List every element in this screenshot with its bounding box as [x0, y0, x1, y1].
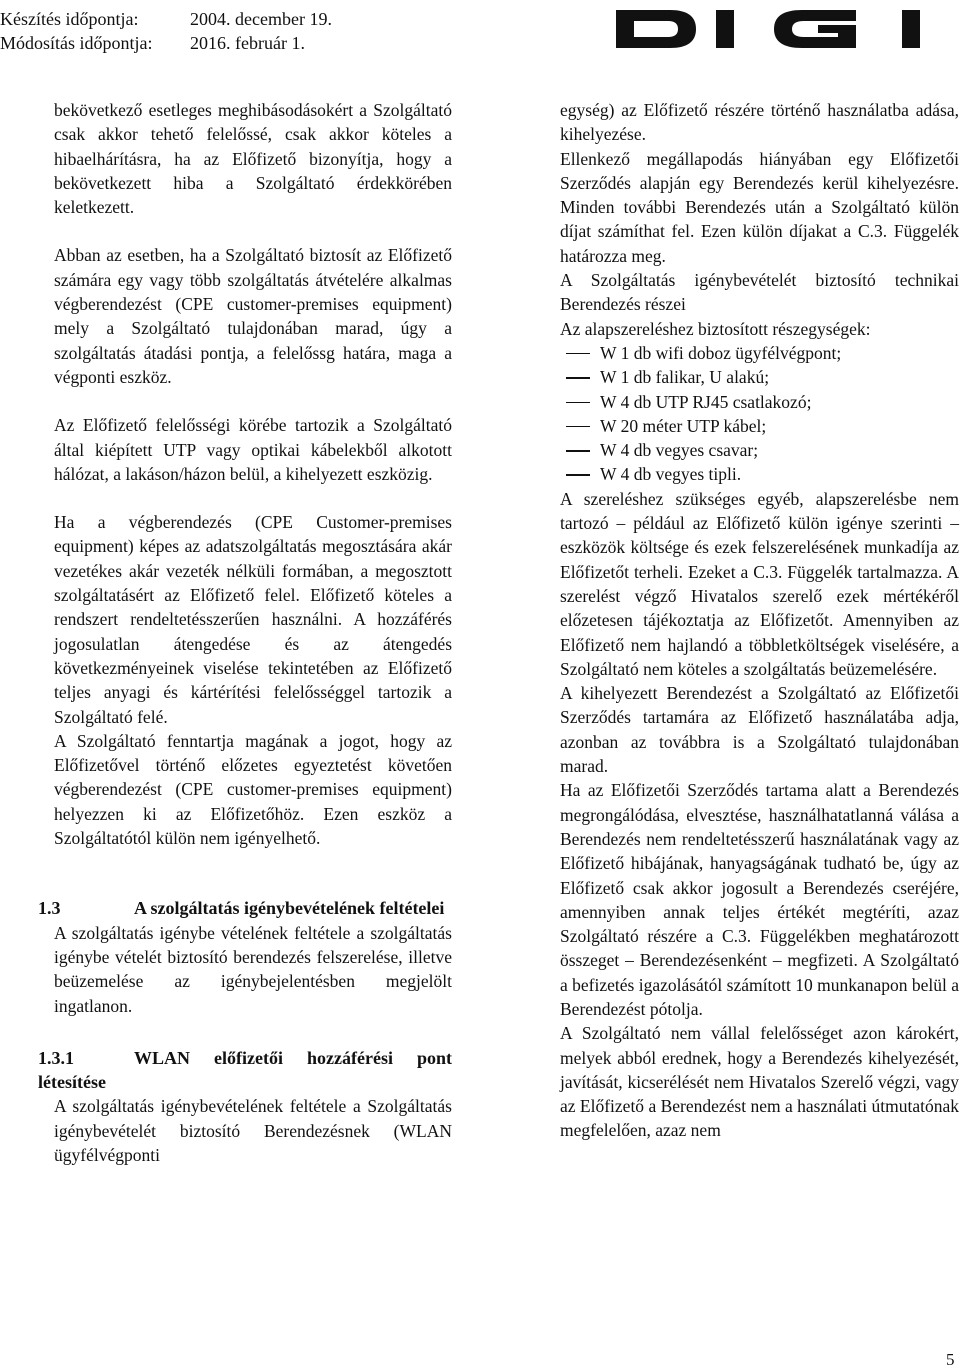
digi-logo [612, 4, 948, 54]
paragraph: A kihelyezett Berendezést a Szolgáltató az Előfizetői Szerződés tartamára az Előfizető használatába adja, azonban az továbbra is a Szolgáltató tulajdonában marad. [560, 683, 959, 777]
paragraph: Abban az esetben, ha a Szolgáltató biztosít az Előfizető számára egy vagy több szolgáltatás átvételére alkalmas végberendezést (CPE customer-premises equipment) mely a Szolgáltató tulajdonában marad, úgy a szolgáltatás átadási pontja, a felelőssg határa, maga a végponti eszköz. [54, 245, 452, 387]
paragraph: Az alapszereléshez biztosított részegységek: [560, 318, 871, 339]
section-number: 1.3 [38, 898, 61, 919]
paragraph: Ha a végberendezés (CPE Customer-premises equipment) képes az adatszolgáltatás megosztására akár vezetékes akár vezeték nélküli formában, a megosztott szolgáltatásért az Előfizető felel. Előfizető köteles a rendszert rendeltetésszerűen használni. A hozzáférés jogosulatlan átengedése és az átengedés következményeinek viselése tekintetében az Előfizető teljes anyagi és kártérítési felelősséggel tartozik a Szolgáltató felé. [54, 512, 452, 727]
paragraph: A Szolgáltató nem vállal felelősséget azon károkért, melyek abból erednek, hogy a Berendezés kihelyezését, javítását, kicserélését nem Hivatalos Szerelő végzi, vagy az Előfizető a Berendezést nem a használati útmutatónak megfelelően, azaz nem [560, 1023, 959, 1141]
section-heading-1-3 [38, 896, 452, 920]
paragraph: bekövetkező esetleges meghibásodásokért a Szolgáltató csak akkor tehető felelőssé, csak akkor köteles a hibaelhárításra, ha az Előfizető bizonyítja, hogy a bekövetkezett hiba a Szolgáltató érdekkörében keletkezett. [54, 100, 452, 218]
paragraph: A Szolgáltatás igénybevételét biztosító technikai Berendezés részei [560, 270, 959, 315]
paragraph: egység) az Előfizető részére történő használatba adása, kihelyezése. [560, 100, 959, 145]
list-item: W 4 db UTP RJ45 csatlakozó; [560, 390, 959, 414]
paragraph: A szolgáltatás igénybevételének feltétele a Szolgáltatás igénybevételét biztosító Berendezésnek (WLAN ügyfélvégponti [54, 1096, 452, 1165]
paragraph: Ellenkező megállapodás hiányában egy Előfizetői Szerződés alapján egy Berendezés kerül kihelyezésre. Minden további Berendezés után a Szolgáltató külön díjat számíthat fel. Ezen külön díjakat a C.3. Függelék határozza meg. [560, 148, 959, 266]
section-title: WLAN előfizetői hozzáférési pont létesítése [38, 1047, 452, 1093]
left-column [38, 98, 452, 1167]
modified-label: Módosítás időpontja: [0, 33, 153, 53]
list-item: W 4 db vegyes csavar; [560, 438, 959, 462]
paragraph: A Szolgáltató fenntartja magának a jogot, hogy az Előfizetővel történő előzetes egyeztetést követően végberendezést (CPE customer-premises equipment) helyezzen ki az Előfizetőhöz. Ezen eszköz a Szolgáltatótól külön nem igényelhető. [54, 730, 452, 849]
paragraph: Ha az Előfizetői Szerződés tartama alatt a Berendezés megrongálódása, elvesztése, használhatatlanná válása a Berendezés nem rendeltetésszerű használatának vagy az Előfizető hibájának, hanyagságának tudható be, úgy az Előfizető csak akkor jogosult a Berendezés cseréjére, amennyiben annak teljes értékét megtéríti, azaz Szolgáltató részére a C.3. Függelékben meghatározott összeget – Berendezésenként – megfizeti. A Szolgáltató a befizetés igazolásától számított 10 munkanapon belül a Berendezést pótolja. [560, 780, 959, 1019]
created-value: 2004. december 19. [190, 9, 332, 29]
page-number: 5 [946, 1350, 955, 1369]
component-list [560, 341, 959, 487]
right-column [560, 98, 959, 1143]
paragraph: A szereléshez szükséges egyéb, alapszerelésbe nem tartozó – például az Előfizető külön igénye szerinti – eszközök költsége és ezek felszerelésének munkadíja az Előfizetőt terheli. Ezeket a C.3. Függelék tartalmazza. A szerelést végző Hivatalos szerelő ezek mértékéről előzetesen tájékoztatja az Előfizetőt. Amennyiben az Előfizető nem hajlandó a többletköltségek viselésére, a Szolgáltató nem köteles a szolgáltatás beüzemelésére. [560, 488, 959, 679]
section-number: 1.3.1 [38, 1047, 74, 1068]
paragraph: Az Előfizető felelősségi körébe tartozik a Szolgáltató által kiépített UTP vagy optikai kábelekből alkotott hálózat, a lakáson/házon belül, a kihelyezett eszközig. [54, 415, 452, 484]
section-title: A szolgáltatás igénybevételének feltételei [134, 898, 445, 919]
section-heading-1-3-1 [38, 1046, 452, 1095]
paragraph: A szolgáltatás igénybe vételének feltétele a szolgáltatás igénybe vételét biztosító berendezés felszerelése, illetve beüzemelése az igénybejelentésben megjelölt ingatlanon. [54, 922, 452, 1016]
list-item: W 1 db wifi doboz ügyfélvégpont; [560, 341, 959, 365]
document-header [0, 8, 430, 54]
list-item: W 20 méter UTP kábel; [560, 414, 959, 438]
created-label: Készítés időpontja: [0, 9, 139, 29]
list-item: W 1 db falikar, U alakú; [560, 365, 959, 389]
list-item: W 4 db vegyes tipli. [560, 462, 959, 486]
modified-value: 2016. február 1. [190, 33, 305, 53]
